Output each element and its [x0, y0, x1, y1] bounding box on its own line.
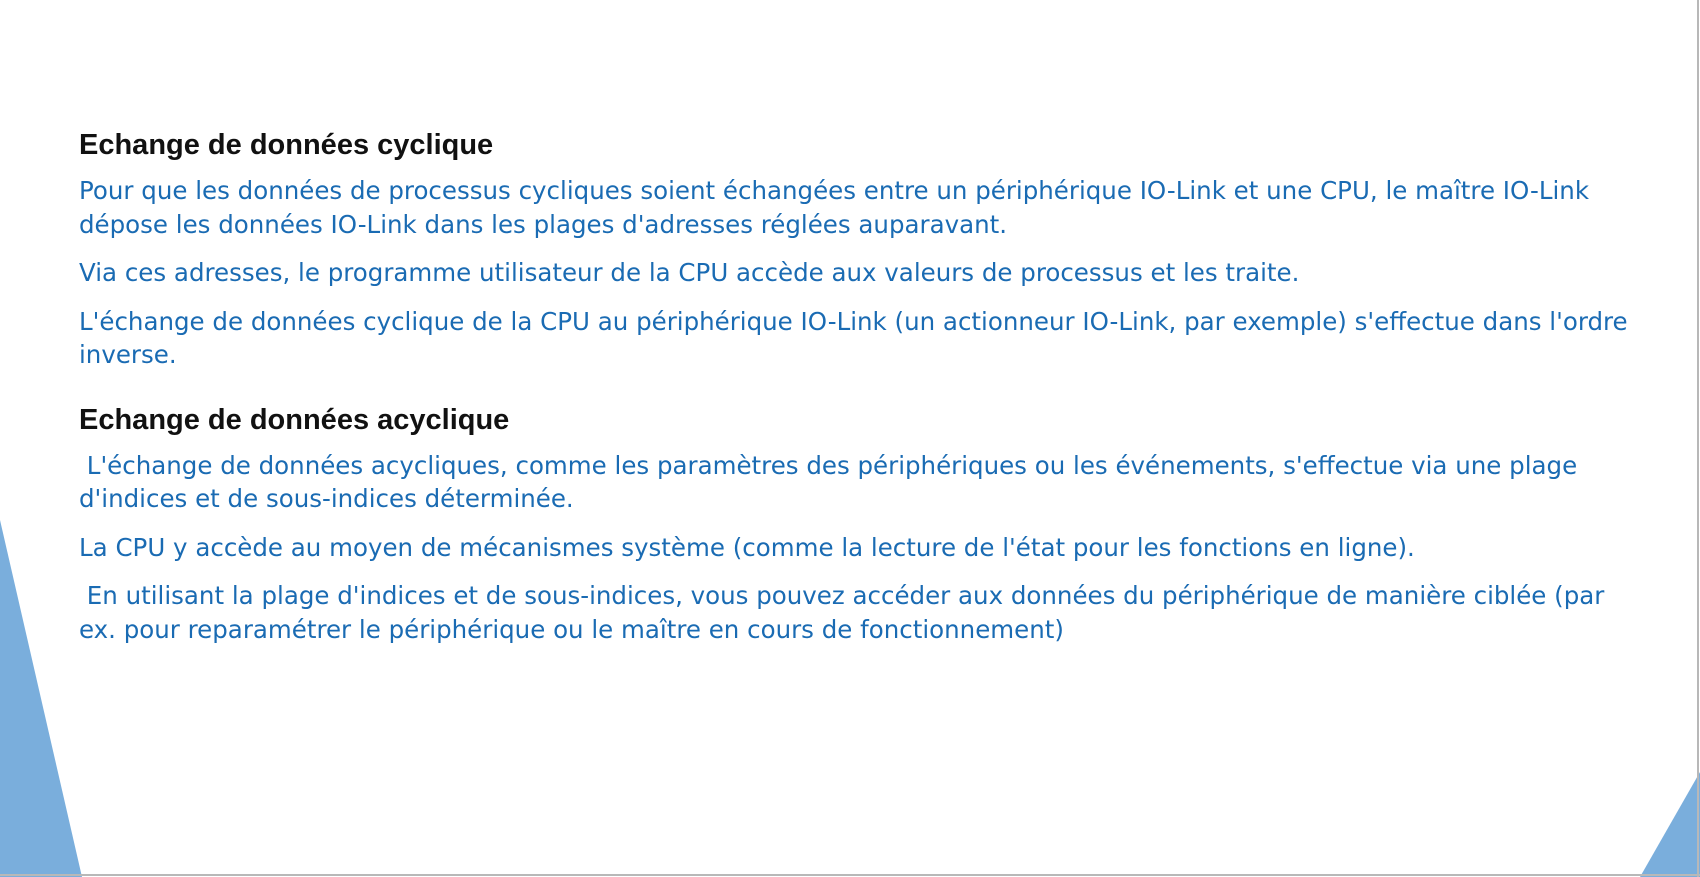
- slide-content: [79, 128, 1639, 661]
- paragraph-acyclic-3: En utilisant la plage d'indices et de sous-indices, vous pouvez accéder aux données du périphérique de manière ciblée (par ex. pour reparamétrer le périphérique ou le maître en cours de fonctionnement): [79, 581, 1613, 644]
- paragraph-acyclic-2: La CPU y accède au moyen de mécanismes système (comme la lecture de l'état pour les fonctions en ligne).: [79, 532, 1415, 562]
- paragraph-cyclic-1: Pour que les données de processus cycliques soient échangées entre un périphérique IO-Link et une CPU, le maître IO-Link dépose les données IO-Link dans les plages d'adresses réglées auparavant.: [79, 176, 1597, 239]
- heading-cyclic: Echange de données cyclique: [79, 129, 494, 161]
- paragraph-acyclic-1: L'échange de données acycliques, comme les paramètres des périphériques ou les événements, s'effectue via une plage d'indices et de sous-indices déterminée.: [79, 450, 1585, 513]
- section-spacer: [79, 387, 1639, 403]
- paragraph-cyclic-3: L'échange de données cyclique de la CPU au périphérique IO-Link (un actionneur IO-Link, par exemple) s'effectue dans l'ordre inverse.: [79, 306, 1636, 369]
- paragraph-cyclic-2: Via ces adresses, le programme utilisateur de la CPU accède aux valeurs de processus et les traite.: [79, 258, 1300, 287]
- right-accent-triangle: [1640, 772, 1700, 877]
- heading-acyclic: Echange de données acyclique: [79, 403, 510, 436]
- left-accent-triangle: [0, 520, 82, 877]
